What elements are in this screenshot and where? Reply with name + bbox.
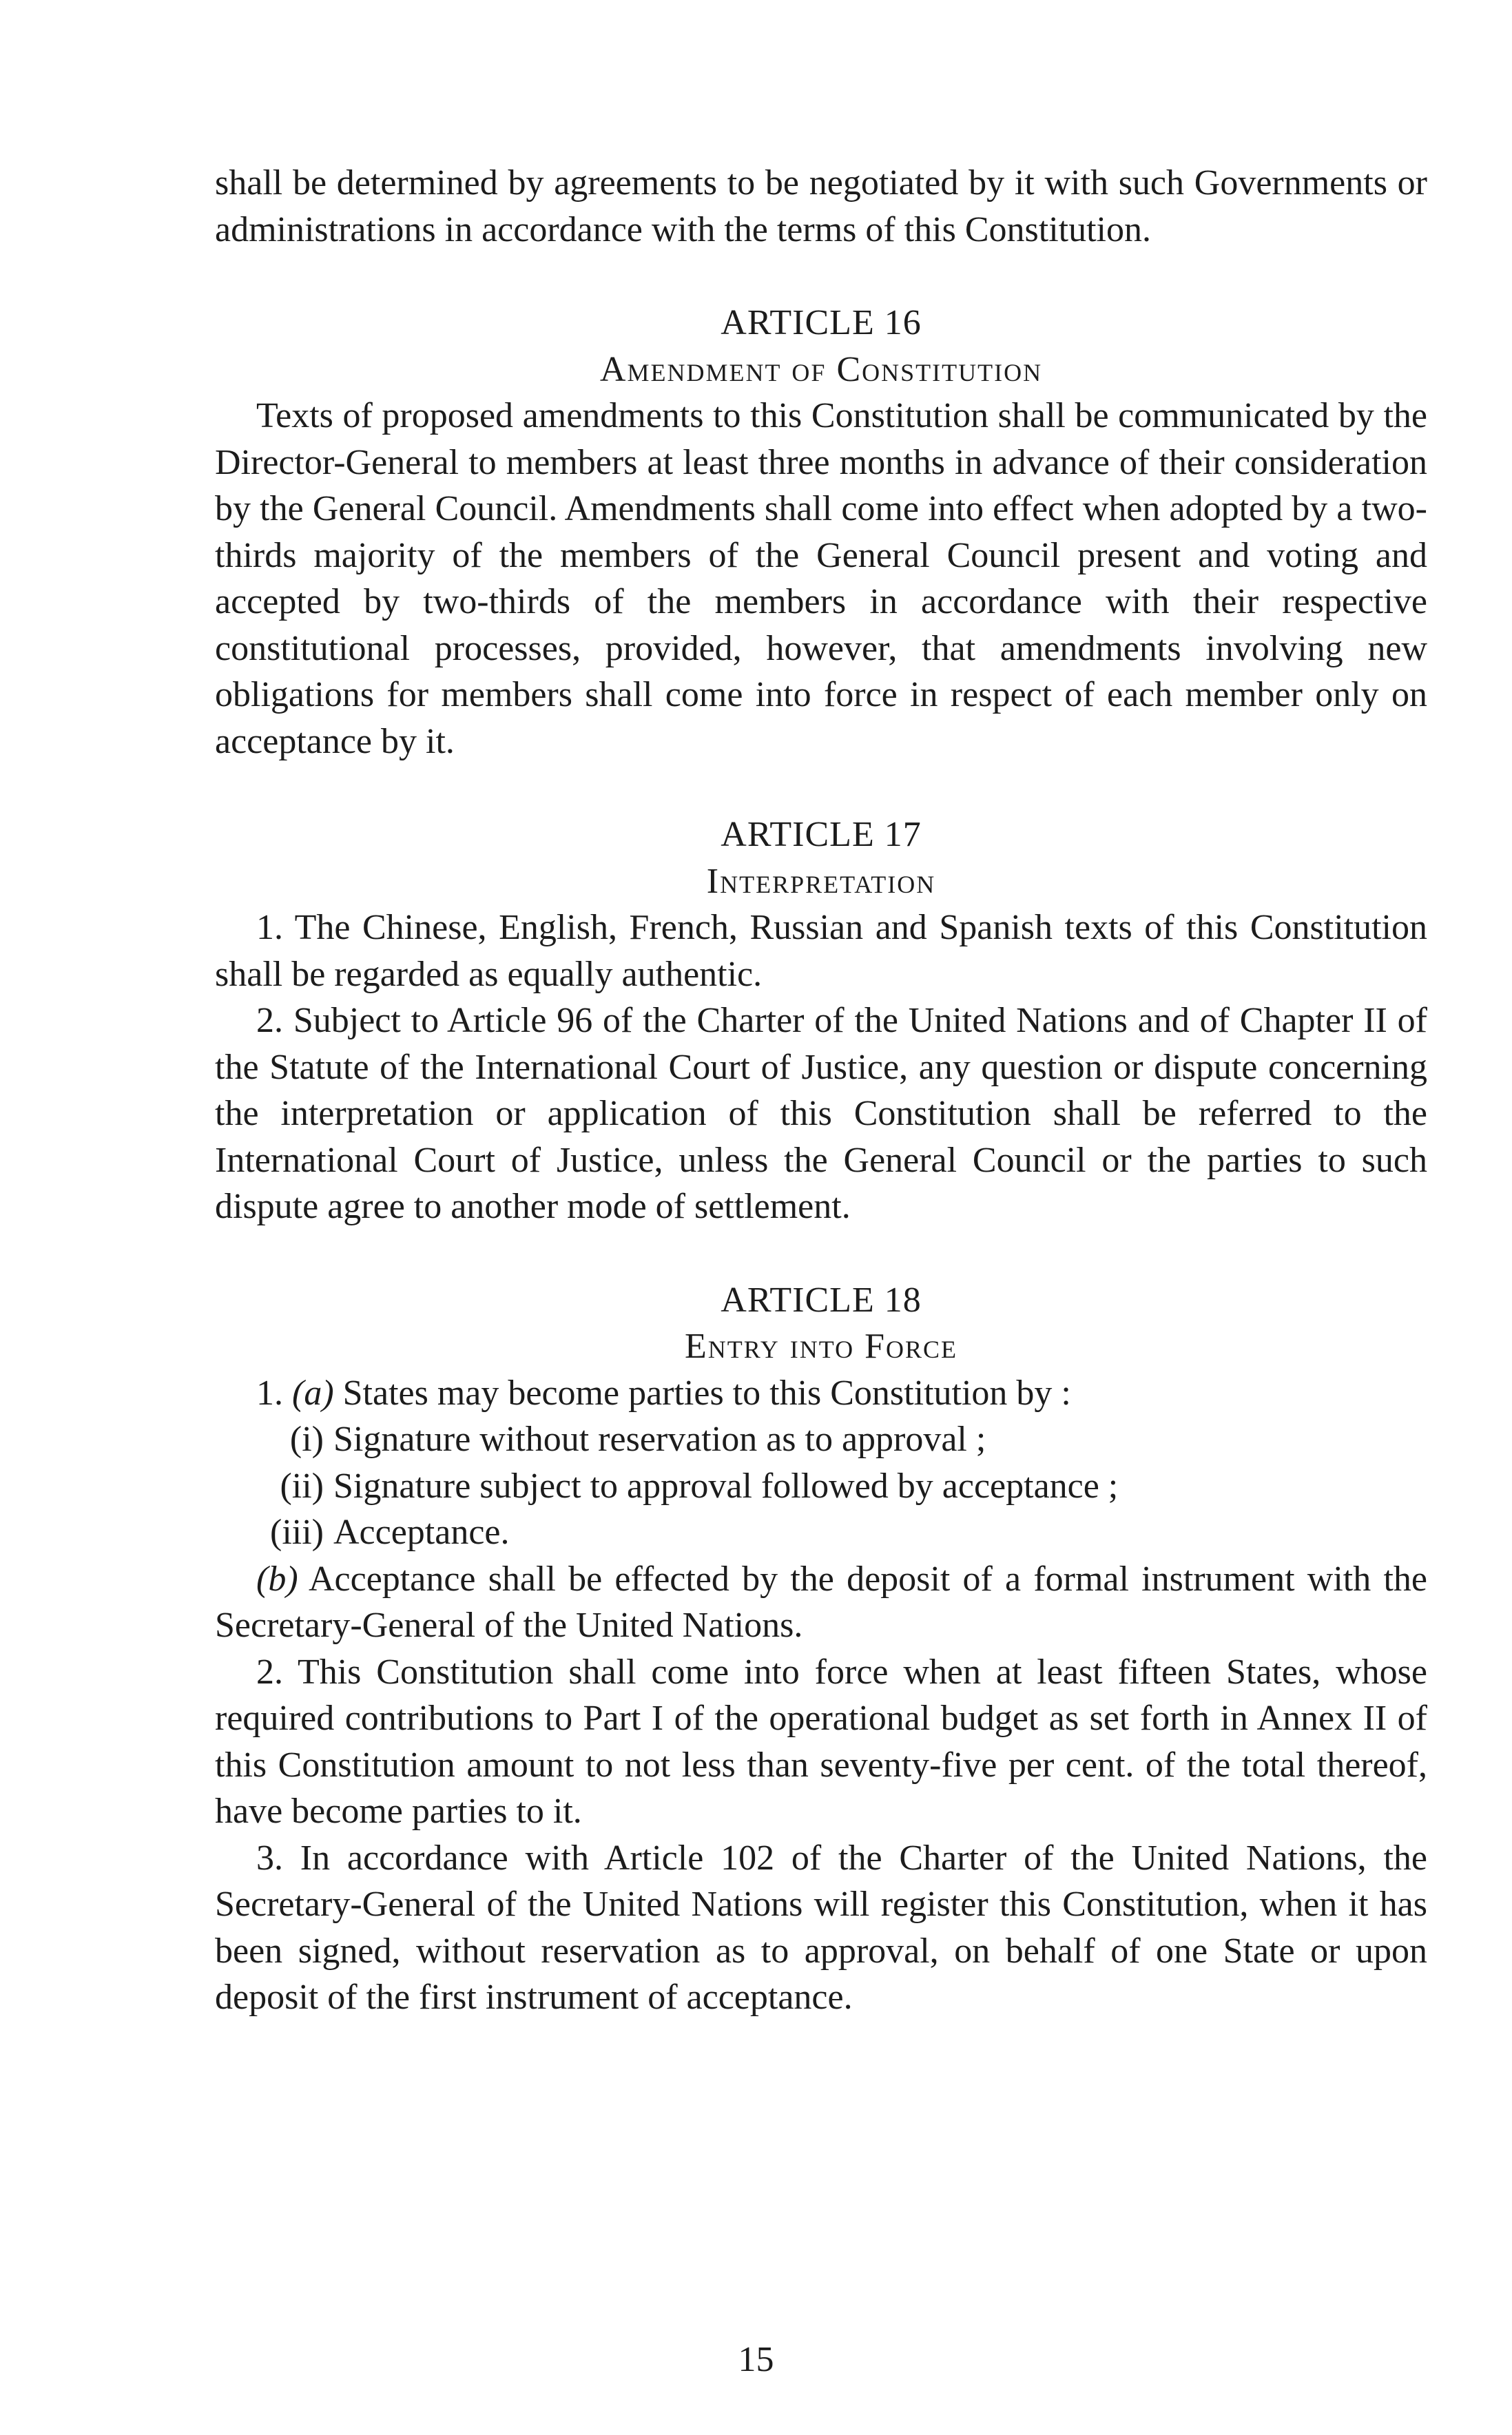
roman-numeral: (ii)	[280, 1466, 324, 1506]
page-body	[215, 160, 1427, 2021]
item-letter: (a)	[292, 1373, 334, 1413]
intro-paragraph: shall be determined by agreements to be negotiated by it with such Governments or administrations in accordance with the terms of this Constitution.	[215, 163, 1427, 249]
roman-numeral: (i)	[289, 1420, 324, 1459]
article-17-paragraph-2: 2. Subject to Article 96 of the Charter of the United Nations and of Chapter II of the Statute of the International Court of Justice, any question or dispute concerning the interpretation or application of this Constitution shall be referred to the International Court of Justice, unless the General Council or the parties to such dispute agree to another mode of settlement.	[215, 1001, 1427, 1226]
article-18-subheading: Entry into Force	[684, 1327, 958, 1366]
item-text: States may become parties to this Constitution by :	[342, 1373, 1071, 1413]
article-18-paragraph-3: 3. In accordance with Article 102 of the Charter of the United Nations, the Secretary-General of the United Nations will register this Constitution, when it has been signed, without reservation as to approval, on behalf of one State or upon deposit of the first instrument of acceptance.	[215, 1838, 1427, 2017]
article-16-heading: ARTICLE 16	[721, 303, 922, 342]
article-18-item-1b	[215, 1556, 1427, 1649]
roman-item-text: Signature without reservation as to approval ;	[333, 1420, 986, 1459]
roman-item-text: Acceptance.	[333, 1513, 510, 1552]
article-18-roman-item	[215, 1509, 1427, 1556]
article-18-paragraph-2: 2. This Constitution shall come into force when at least fifteen States, whose required contributions to Part I of the operational budget as set forth in Annex II of this Constitution amount to not less than seventy-five per cent. of the total thereof, have become parties to it.	[215, 1652, 1427, 1831]
page-number: 15	[738, 2340, 774, 2379]
roman-item-text: Signature subject to approval followed by acceptance ;	[333, 1466, 1119, 1506]
article-18-roman-item	[215, 1463, 1427, 1510]
article-18-roman-item	[215, 1416, 1427, 1463]
item-number: 1.	[256, 1373, 283, 1413]
article-18-item-1a	[215, 1370, 1427, 1417]
article-16-subheading: Amendment of Constitution	[599, 349, 1043, 389]
roman-numeral: (iii)	[270, 1513, 324, 1552]
article-16-paragraph: Texts of proposed amendments to this Constitution shall be communicated by the Director-General to members at least three months in advance of their consideration by the General Council. Amendments shall come into effect when adopted by a two-thirds majority of the members of the General Council present and voting and accepted by two-thirds of the members in accordance with their respective constitutional processes, provided, however, that amendments involving new obligations for members shall come into force in respect of each member only on acceptance by it.	[215, 396, 1427, 761]
article-18-heading: ARTICLE 18	[721, 1280, 922, 1320]
article-17-heading: ARTICLE 17	[721, 815, 922, 854]
item-text: Acceptance shall be effected by the deposit of a formal instrument with the Secretary-General of the United Nations.	[215, 1559, 1427, 1645]
item-letter: (b)	[256, 1559, 298, 1599]
article-17-paragraph-1: 1. The Chinese, English, French, Russian and Spanish texts of this Constitution shall be regarded as equally authentic.	[215, 908, 1427, 994]
article-17-subheading: Interpretation	[706, 861, 936, 901]
